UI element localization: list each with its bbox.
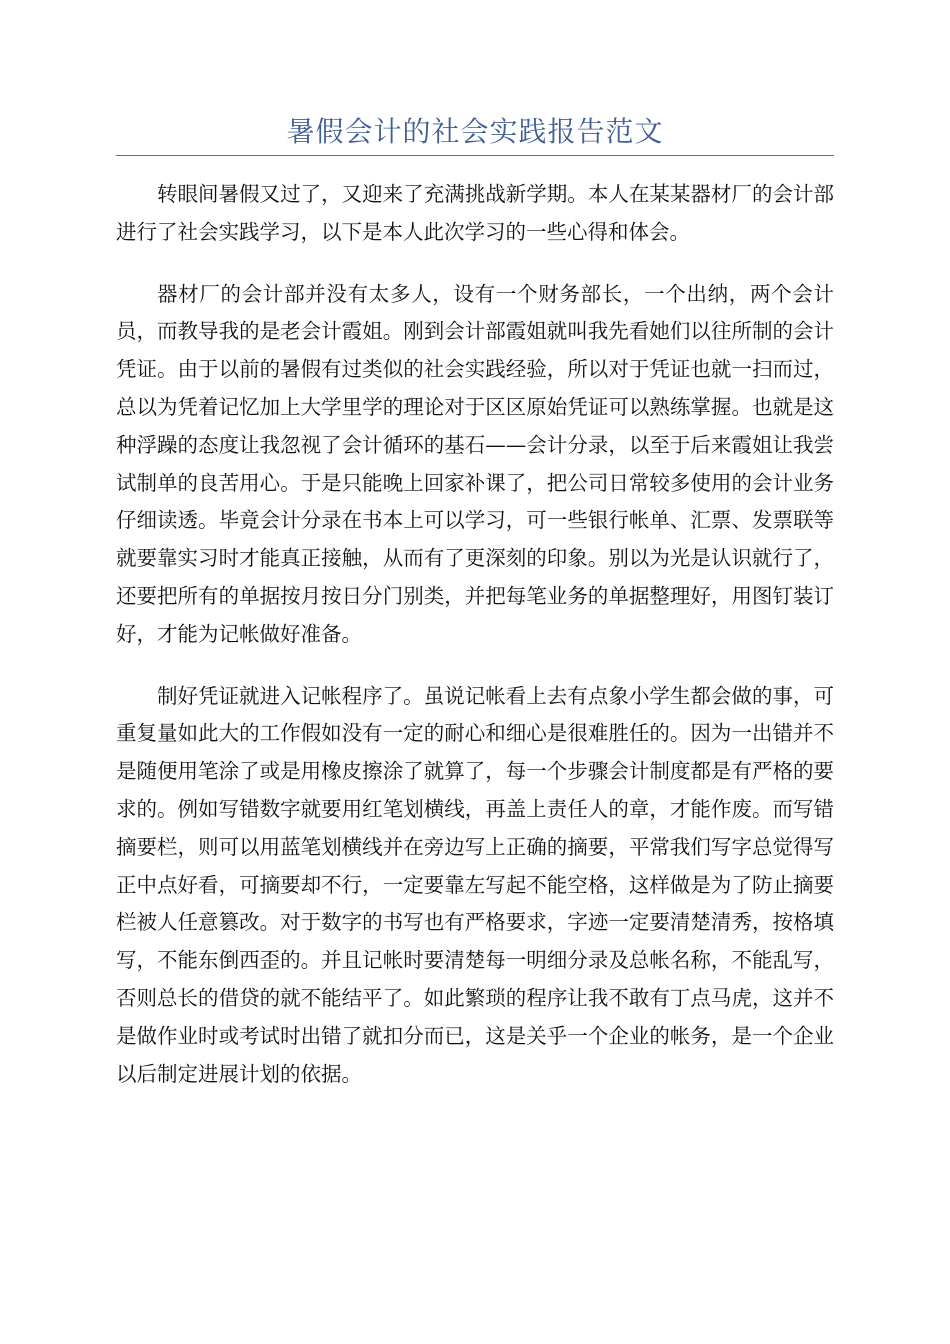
document-body	[116, 176, 834, 1117]
paragraph-2: 器材厂的会计部并没有太多人，设有一个财务部长，一个出纳，两个会计员，而教导我的是老会计霞姐。刚到会计部霞姐就叫我先看她们以往所制的会计凭证。由于以前的暑假有过类似的社会实践经验，所以对于凭证也就一扫而过，总以为凭着记忆加上大学里学的理论对于区区原始凭证可以熟练掌握。也就是这种浮躁的态度让我忽视了会计循环的基石——会计分录，以至于后来霞姐让我尝试制单的良苦用心。于是只能晚上回家补课了，把公司日常较多使用的会计业务仔细读透。毕竟会计分录在书本上可以学习，可一些银行帐单、汇票、发票联等就要靠实习时才能真正接触，从而有了更深刻的印象。别以为光是认识就行了，还要把所有的单据按月按日分门别类，并把每笔业务的单据整理好，用图钉装订好，才能为记帐做好准备。	[116, 281, 834, 646]
document-title: 暑假会计的社会实践报告范文	[286, 115, 664, 148]
title-underline-divider	[116, 155, 834, 156]
paragraph-3: 制好凭证就进入记帐程序了。虽说记帐看上去有点象小学生都会做的事，可重复量如此大的工作假如没有一定的耐心和细心是很难胜任的。因为一出错并不是随便用笔涂了或是用橡皮擦涂了就算了，每一个步骤会计制度都是有严格的要求的。例如写错数字就要用红笔划横线，再盖上责任人的章，才能作废。而写错摘要栏，则可以用蓝笔划横线并在旁边写上正确的摘要，平常我们写字总觉得写正中点好看，可摘要却不行，一定要靠左写起不能空格，这样做是为了防止摘要栏被人任意篡改。对于数字的书写也有严格要求，字迹一定要清楚清秀，按格填写，不能东倒西歪的。并且记帐时要清楚每一明细分录及总帐名称，不能乱写，否则总长的借贷的就不能结平了。如此繁琐的程序让我不敢有丁点马虎，这并不是做作业时或考试时出错了就扣分而已，这是关乎一个企业的帐务，是一个企业以后制定进展计划的依据。	[116, 683, 834, 1086]
paragraph-1: 转眼间暑假又过了，又迎来了充满挑战新学期。本人在某某器材厂的会计部进行了社会实践学习，以下是本人此次学习的一些心得和体会。	[116, 182, 834, 244]
